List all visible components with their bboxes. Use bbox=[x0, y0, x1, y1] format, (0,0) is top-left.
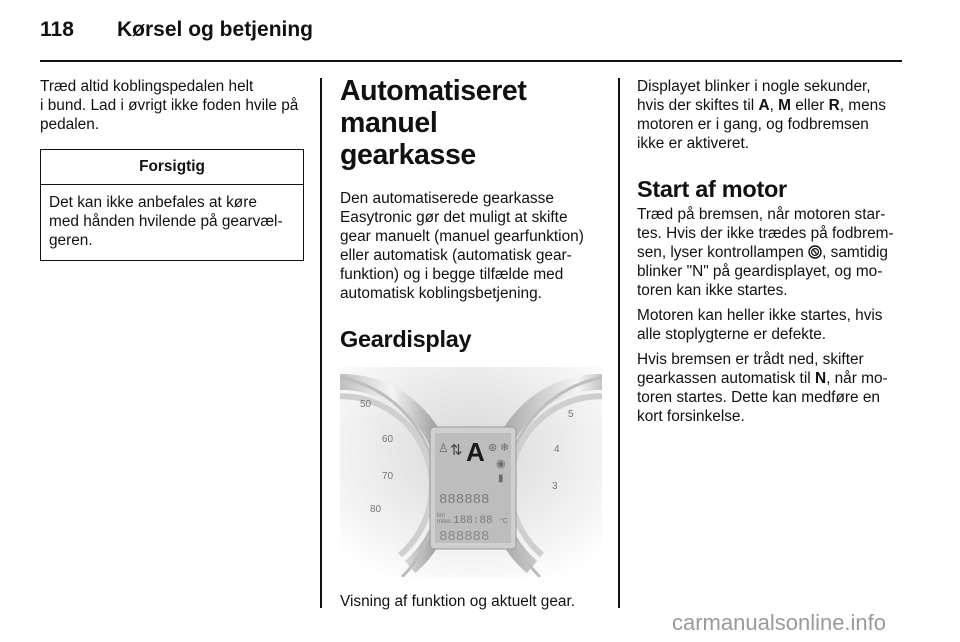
lcd-unit-km: km bbox=[437, 513, 445, 519]
section-heading-line-1: Automatiseret manuel bbox=[340, 75, 527, 139]
seatbelt-icon: ♙ bbox=[438, 441, 449, 455]
lcd-unit-temp: °C bbox=[500, 518, 508, 525]
subheading-geardisplay: Geardisplay bbox=[340, 326, 472, 352]
p3-line-2: alle stoplygterne er defekte. bbox=[637, 326, 827, 343]
p1-line-1: Displayet blinker i nogle sekunder, bbox=[637, 78, 871, 95]
text-run: sen, lyser kontrollampen bbox=[637, 244, 809, 261]
p4-line-3: toren startes. Dette kan medføre en bbox=[637, 389, 880, 406]
p4-line-1: Hvis bremsen er trådt ned, skifter bbox=[637, 351, 864, 368]
intro-line-2: i bund. Lad i øvrigt ikke foden hvile på bbox=[40, 97, 299, 114]
svg-text:4: 4 bbox=[554, 444, 560, 455]
p2-line-1: Træd på bremsen, når motoren star- bbox=[637, 206, 886, 223]
section-heading bbox=[340, 75, 602, 171]
gear-display-image bbox=[340, 367, 602, 577]
paragraph-line: Den automatiserede gearkasse bbox=[340, 190, 554, 207]
p1-line-2 bbox=[637, 96, 905, 115]
gear-indicator: A bbox=[466, 437, 485, 467]
lcd-digits-bottom: 888888 bbox=[439, 529, 490, 545]
svg-text:60: 60 bbox=[382, 434, 394, 445]
text-run: , bbox=[769, 97, 779, 114]
snowflake-icon: ❄ bbox=[500, 442, 510, 454]
svg-text:3: 3 bbox=[552, 481, 558, 492]
shift-arrows-icon: ⇅ bbox=[450, 442, 463, 459]
heading-start-engine: Start af motor bbox=[637, 176, 787, 202]
figure-caption: Visning af funktion og aktuelt gear. bbox=[340, 593, 576, 610]
p4-line-4: kort forsinkelse. bbox=[637, 408, 745, 425]
paragraph-line: gear manuelt (manuel gearfunktion) bbox=[340, 228, 584, 245]
page-number: 118 bbox=[40, 18, 74, 41]
section-heading-line-2: gearkasse bbox=[340, 139, 476, 171]
p2-line-2: tes. Hvis der ikke trædes på fodbrem- bbox=[637, 225, 894, 242]
page-header-title: Kørsel og betjening bbox=[117, 18, 314, 41]
watermark: carmanualsonline.info bbox=[672, 610, 887, 635]
paragraph-line: automatisk koblingsbetjening. bbox=[340, 285, 542, 302]
column-divider-1 bbox=[320, 78, 322, 608]
column-divider-2 bbox=[618, 78, 620, 608]
intro-line-3: pedalen. bbox=[40, 116, 100, 133]
intro-paragraph bbox=[340, 189, 602, 303]
p3-line-1: Motoren kan heller ikke startes, hvis bbox=[637, 307, 883, 324]
svg-text:5: 5 bbox=[568, 409, 574, 420]
text-run: gearkassen automatisk til bbox=[637, 370, 815, 387]
caution-line-1: Det kan ikke anbefales at køre bbox=[49, 194, 257, 211]
p4-line-2 bbox=[637, 369, 905, 388]
lcd-digits-top: 888888 bbox=[439, 492, 490, 508]
central-lcd bbox=[430, 427, 516, 549]
p2-line-3 bbox=[637, 243, 905, 262]
lcd-unit-miles: miles bbox=[437, 519, 452, 525]
paragraph-4 bbox=[637, 350, 905, 426]
lamp-icon: ◉ bbox=[496, 458, 506, 470]
svg-text:80: 80 bbox=[370, 504, 382, 515]
lcd-digits-mid: 188:88 bbox=[453, 515, 493, 527]
gear-letter-a: A bbox=[758, 97, 770, 114]
caution-line-2: med hånden hvilende på gearvæl- bbox=[49, 213, 283, 230]
text-run: , når mo- bbox=[826, 370, 888, 387]
text-run: , mens bbox=[839, 97, 886, 114]
text-run: eller bbox=[790, 97, 829, 114]
brake-pedal-lamp-icon bbox=[808, 245, 822, 259]
p2-line-4: blinker "N" på geardisplayet, og mo- bbox=[637, 263, 883, 280]
text-run: hvis der skiftes til bbox=[637, 97, 759, 114]
paragraph-3 bbox=[637, 306, 905, 344]
caution-title: Forsigtig bbox=[41, 150, 303, 185]
svg-text:70: 70 bbox=[382, 471, 394, 482]
p2-line-5: toren kan ikke startes. bbox=[637, 282, 788, 299]
caution-box bbox=[40, 149, 304, 261]
fuel-icon: ▮ bbox=[498, 473, 504, 484]
svg-text:50: 50 bbox=[360, 399, 372, 410]
p1-line-4: ikke er aktiveret. bbox=[637, 135, 750, 152]
paragraph-line: Easytronic gør det muligt at skifte bbox=[340, 209, 568, 226]
intro-line-1: Træd altid koblingspedalen helt bbox=[40, 78, 254, 95]
column-1 bbox=[40, 77, 306, 261]
column-3 bbox=[637, 77, 905, 426]
warning-icon: ⊛ bbox=[488, 442, 498, 454]
paragraph-line: funktion) og i begge tilfælde med bbox=[340, 266, 564, 283]
text-run: , samtidig bbox=[822, 244, 888, 261]
gear-letter-r: R bbox=[828, 97, 840, 114]
header-rule bbox=[40, 60, 902, 62]
gear-letter-m: M bbox=[778, 97, 791, 114]
caution-line-3: geren. bbox=[49, 232, 93, 249]
gear-letter-n: N bbox=[814, 370, 827, 387]
caution-body bbox=[41, 185, 303, 260]
paragraph-line: eller automatisk (automatisk gear- bbox=[340, 247, 572, 264]
column-2 bbox=[340, 75, 602, 611]
p1-line-3: motoren er i gang, og fodbremsen bbox=[637, 116, 869, 133]
